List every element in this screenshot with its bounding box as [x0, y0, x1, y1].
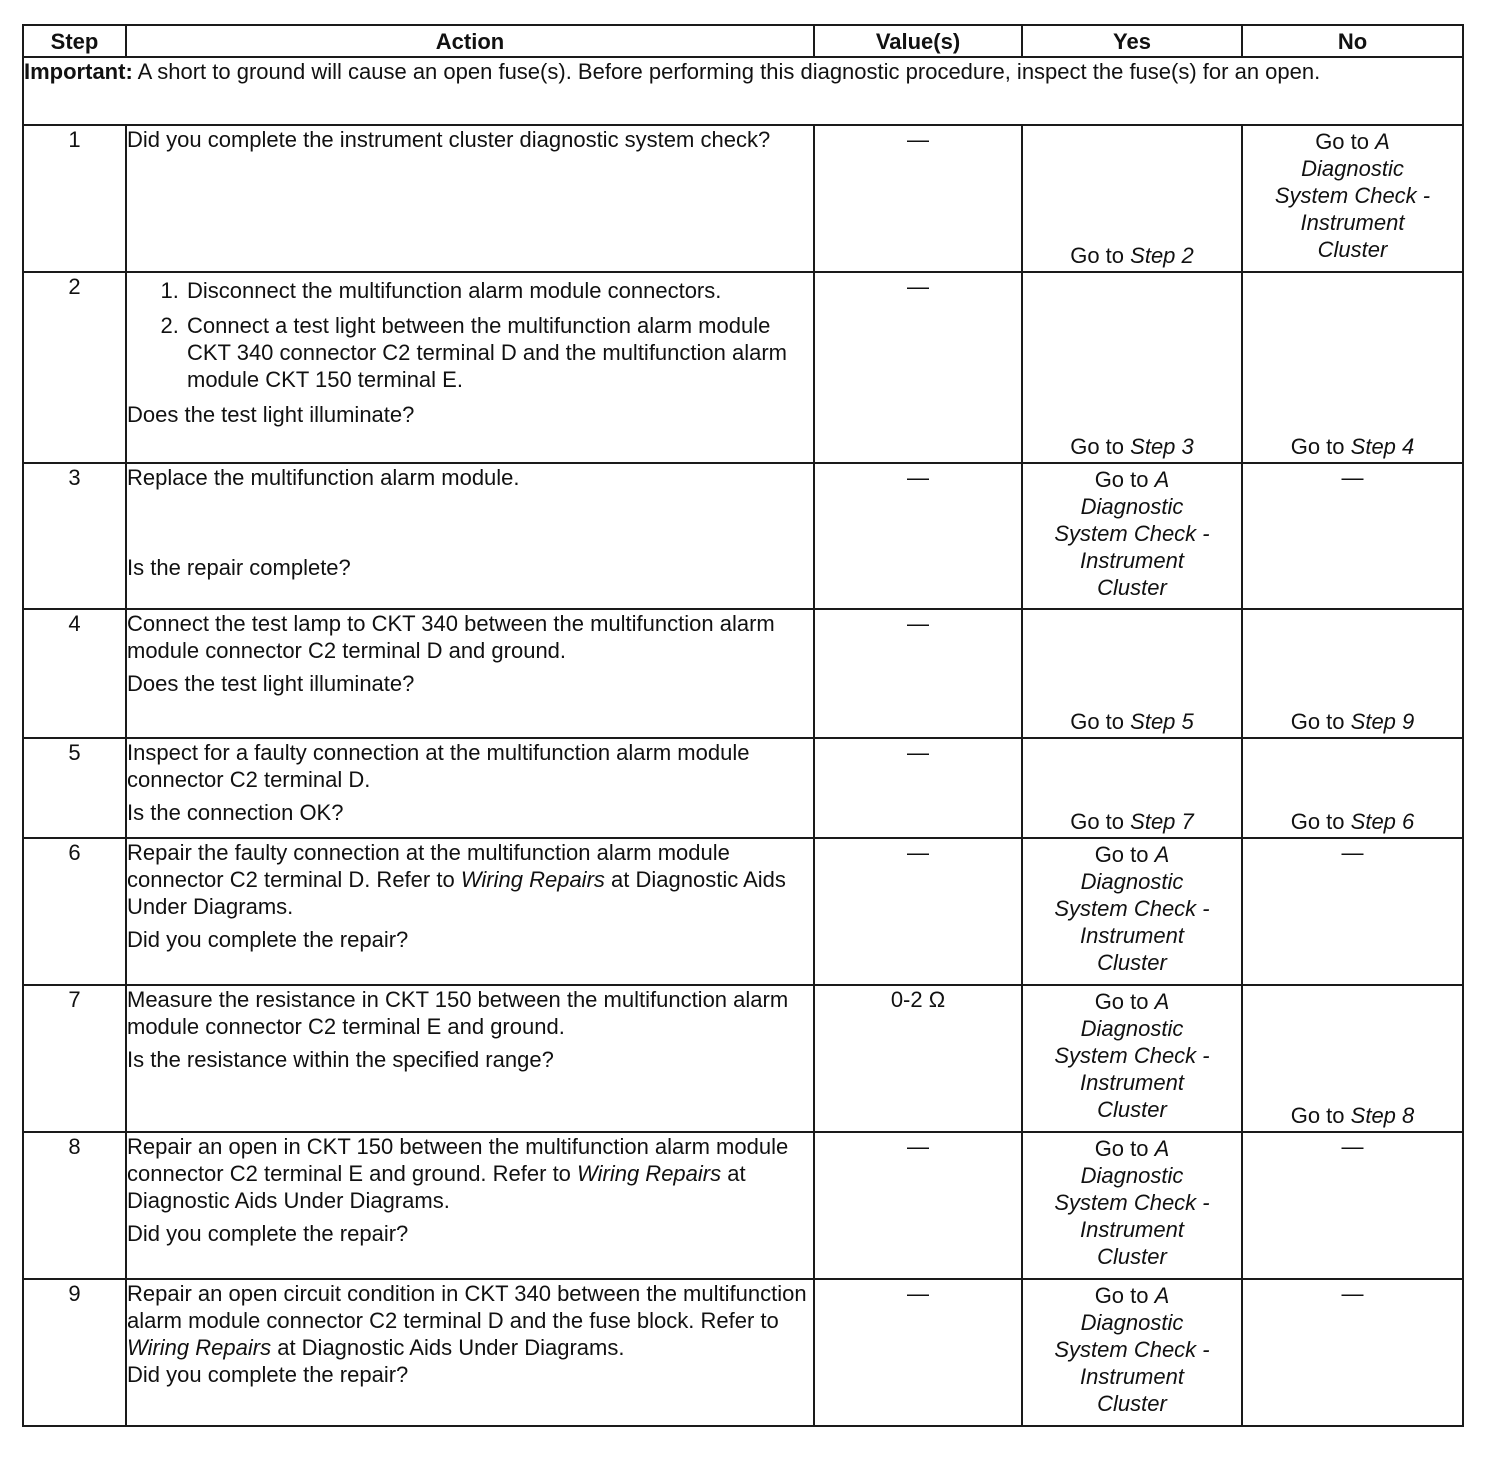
ref-cluster: Cluster — [1317, 237, 1388, 262]
header-values: Value(s) — [814, 25, 1022, 57]
no-goto-diagnostic — [1243, 126, 1462, 265]
action-cell — [126, 838, 814, 985]
value-cell: — — [814, 463, 1022, 609]
action-cell — [126, 1132, 814, 1279]
yes-cell — [1022, 838, 1242, 985]
table-row — [23, 838, 1463, 985]
ref-cluster: Cluster — [1097, 950, 1167, 975]
go-to-text: Go to — [1315, 129, 1369, 154]
table-row — [23, 738, 1463, 838]
no-cell — [1242, 125, 1463, 272]
action-text — [127, 1280, 813, 1361]
yes-goto-diagnostic — [1023, 839, 1241, 978]
step-number: 1 — [23, 125, 126, 272]
table-row — [23, 272, 1463, 463]
ref-cluster: Cluster — [1097, 1244, 1167, 1269]
go-to-text: Go to — [1070, 243, 1125, 268]
ref-a: A — [1154, 1136, 1170, 1161]
ref-diagnostic: Diagnostic — [1301, 156, 1404, 181]
header-row — [23, 25, 1463, 57]
ref-instrument: Instrument — [1080, 1070, 1184, 1095]
ref-a: A — [1375, 129, 1390, 154]
ref-instrument: Instrument — [1080, 1364, 1184, 1389]
action-question: Did you complete the repair? — [127, 1221, 409, 1246]
no-goto — [1243, 708, 1462, 737]
action-question: Did you complete the repair? — [127, 927, 409, 952]
yes-goto — [1023, 808, 1241, 837]
yes-goto-diagnostic — [1023, 986, 1241, 1125]
important-row — [23, 57, 1463, 125]
ref-diagnostic: Diagnostic — [1080, 1163, 1184, 1188]
ref-system-check: System Check - — [1054, 896, 1210, 921]
yes-cell — [1022, 463, 1242, 609]
ref-instrument: Instrument — [1080, 548, 1184, 573]
ref-cluster: Cluster — [1097, 1097, 1167, 1122]
value-cell: — — [814, 1279, 1022, 1426]
yes-cell — [1022, 609, 1242, 738]
step-ref: Step 6 — [1350, 809, 1415, 834]
action-text: Connect the test lamp to CKT 340 between the multifunction alarm module connector C2 terminal D and ground. — [127, 611, 775, 663]
no-cell: — — [1242, 463, 1463, 609]
action-text-post: at Diagnostic Aids Under Diagrams. — [127, 1161, 746, 1213]
action-cell — [126, 463, 814, 609]
yes-cell — [1022, 125, 1242, 272]
yes-goto-diagnostic — [1023, 1280, 1241, 1419]
ref-instrument: Instrument — [1300, 210, 1405, 235]
step-ref: Step 8 — [1350, 1103, 1415, 1128]
action-question: Does the test light illuminate? — [127, 671, 415, 696]
wiring-repairs-ref: Wiring Repairs — [460, 867, 605, 892]
go-to-text: Go to — [1290, 1103, 1345, 1128]
important-label: Important: — [24, 59, 133, 84]
yes-cell — [1022, 1279, 1242, 1426]
header-step: Step — [23, 25, 126, 57]
action-text-post: at Diagnostic Aids Under Diagrams. — [127, 867, 786, 919]
action-text: Measure the resistance in CKT 150 between the multifunction alarm module connector C2 terminal E and ground. — [127, 987, 789, 1039]
action-cell — [126, 125, 814, 272]
action-step-item: 1. Disconnect the multifunction alarm module connectors. — [185, 277, 813, 304]
action-text — [127, 1133, 813, 1214]
value-cell: 0-2 Ω — [814, 985, 1022, 1132]
action-cell — [126, 609, 814, 738]
diagnostic-table — [22, 24, 1464, 1427]
ref-system-check: System Check - — [1054, 521, 1210, 546]
no-goto — [1243, 808, 1462, 837]
value-cell: — — [814, 738, 1022, 838]
go-to-text: Go to — [1290, 709, 1345, 734]
ref-instrument: Instrument — [1080, 923, 1184, 948]
action-question: Did you complete the repair? — [127, 1362, 409, 1387]
go-to-text: Go to — [1290, 434, 1345, 459]
no-cell — [1242, 272, 1463, 463]
action-cell — [126, 738, 814, 838]
action-question: Is the repair complete? — [127, 555, 351, 580]
yes-cell — [1022, 985, 1242, 1132]
action-text-pre: Repair the faulty connection at the multifunction alarm module connector C2 terminal D. Refer to — [127, 840, 730, 892]
no-cell — [1242, 738, 1463, 838]
table-row — [23, 609, 1463, 738]
wiring-repairs-ref: Wiring Repairs — [127, 1335, 272, 1360]
ref-a: A — [1154, 1283, 1170, 1308]
action-text: Did you complete the instrument cluster diagnostic system check? — [127, 127, 771, 152]
action-question: Does the test light illuminate? — [127, 402, 415, 427]
action-cell — [126, 1279, 814, 1426]
important-note — [23, 57, 1463, 125]
no-cell: — — [1242, 1132, 1463, 1279]
yes-goto-diagnostic — [1023, 464, 1241, 603]
action-question: Is the resistance within the specified range? — [127, 1047, 554, 1072]
action-cell — [126, 985, 814, 1132]
action-text-pre: Repair an open circuit condition in CKT 340 between the multifunction alarm module connector C2 terminal D and the fuse block. Refer to — [127, 1281, 807, 1333]
wiring-repairs-ref: Wiring Repairs — [577, 1161, 722, 1186]
action-step-item: 2. Connect a test light between the multifunction alarm module CKT 340 connector C2 terminal D and the multifunction alarm module CKT 150 terminal E. — [185, 312, 813, 393]
ref-cluster: Cluster — [1097, 1391, 1167, 1416]
step-ref: Step 4 — [1350, 434, 1415, 459]
value-cell: — — [814, 838, 1022, 985]
step-ref: Step 3 — [1130, 434, 1194, 459]
ref-cluster: Cluster — [1097, 575, 1167, 600]
go-to-text: Go to — [1094, 1283, 1149, 1308]
step-number: 2 — [23, 272, 126, 463]
ref-system-check: System Check - — [1054, 1043, 1210, 1068]
action-text-pre: Repair an open in CKT 150 between the multifunction alarm module connector C2 terminal E and ground. Refer to — [127, 1134, 789, 1186]
action-text-post: at Diagnostic Aids Under Diagrams. — [277, 1335, 625, 1360]
step-number: 8 — [23, 1132, 126, 1279]
yes-cell — [1022, 1132, 1242, 1279]
action-steps — [127, 277, 813, 393]
no-cell — [1242, 609, 1463, 738]
ref-system-check: System Check - — [1054, 1190, 1210, 1215]
ref-a: A — [1154, 989, 1170, 1014]
step-ref: Step 7 — [1130, 809, 1194, 834]
header-action: Action — [126, 25, 814, 57]
go-to-text: Go to — [1070, 709, 1125, 734]
action-text — [127, 839, 813, 920]
table-row — [23, 1279, 1463, 1426]
value-cell: — — [814, 272, 1022, 463]
ref-diagnostic: Diagnostic — [1080, 1310, 1184, 1335]
important-text: A short to ground will cause an open fuse(s). Before performing this diagnostic procedure, inspect the fuse(s) for an open. — [137, 59, 1321, 84]
step-number: 3 — [23, 463, 126, 609]
table-row — [23, 125, 1463, 272]
go-to-text: Go to — [1094, 467, 1149, 492]
no-cell: — — [1242, 1279, 1463, 1426]
step-ref: Step 2 — [1130, 243, 1194, 268]
step-number: 6 — [23, 838, 126, 985]
table-row — [23, 1132, 1463, 1279]
ref-system-check: System Check - — [1054, 1337, 1210, 1362]
action-cell — [126, 272, 814, 463]
yes-goto-diagnostic — [1023, 1133, 1241, 1272]
go-to-text: Go to — [1094, 1136, 1149, 1161]
step-number: 9 — [23, 1279, 126, 1426]
ref-a: A — [1154, 842, 1170, 867]
go-to-text: Go to — [1070, 434, 1125, 459]
no-goto — [1243, 433, 1462, 462]
table-row — [23, 463, 1463, 609]
action-text: Replace the multifunction alarm module. — [127, 465, 520, 490]
no-cell: — — [1242, 838, 1463, 985]
value-cell: — — [814, 609, 1022, 738]
action-text: Inspect for a faulty connection at the multifunction alarm module connector C2 terminal D. — [127, 740, 750, 792]
go-to-text: Go to — [1094, 842, 1149, 867]
no-cell — [1242, 985, 1463, 1132]
value-cell: — — [814, 1132, 1022, 1279]
yes-cell — [1022, 272, 1242, 463]
ref-diagnostic: Diagnostic — [1080, 1016, 1184, 1041]
value-cell: — — [814, 125, 1022, 272]
go-to-text: Go to — [1094, 989, 1149, 1014]
step-number: 7 — [23, 985, 126, 1132]
table-row — [23, 985, 1463, 1132]
yes-cell — [1022, 738, 1242, 838]
step-ref: Step 5 — [1130, 709, 1194, 734]
yes-goto — [1023, 433, 1241, 462]
go-to-text: Go to — [1290, 809, 1345, 834]
ref-a: A — [1154, 467, 1170, 492]
header-yes: Yes — [1022, 25, 1242, 57]
action-question: Is the connection OK? — [127, 800, 344, 825]
step-number: 4 — [23, 609, 126, 738]
step-number: 5 — [23, 738, 126, 838]
ref-instrument: Instrument — [1080, 1217, 1184, 1242]
no-goto — [1243, 1102, 1462, 1131]
go-to-text: Go to — [1070, 809, 1125, 834]
header-no: No — [1242, 25, 1463, 57]
ref-system-check: System Check - — [1274, 183, 1431, 208]
step-ref: Step 9 — [1350, 709, 1415, 734]
yes-goto — [1023, 242, 1241, 271]
ref-diagnostic: Diagnostic — [1080, 494, 1184, 519]
ref-diagnostic: Diagnostic — [1080, 869, 1184, 894]
yes-goto — [1023, 708, 1241, 737]
